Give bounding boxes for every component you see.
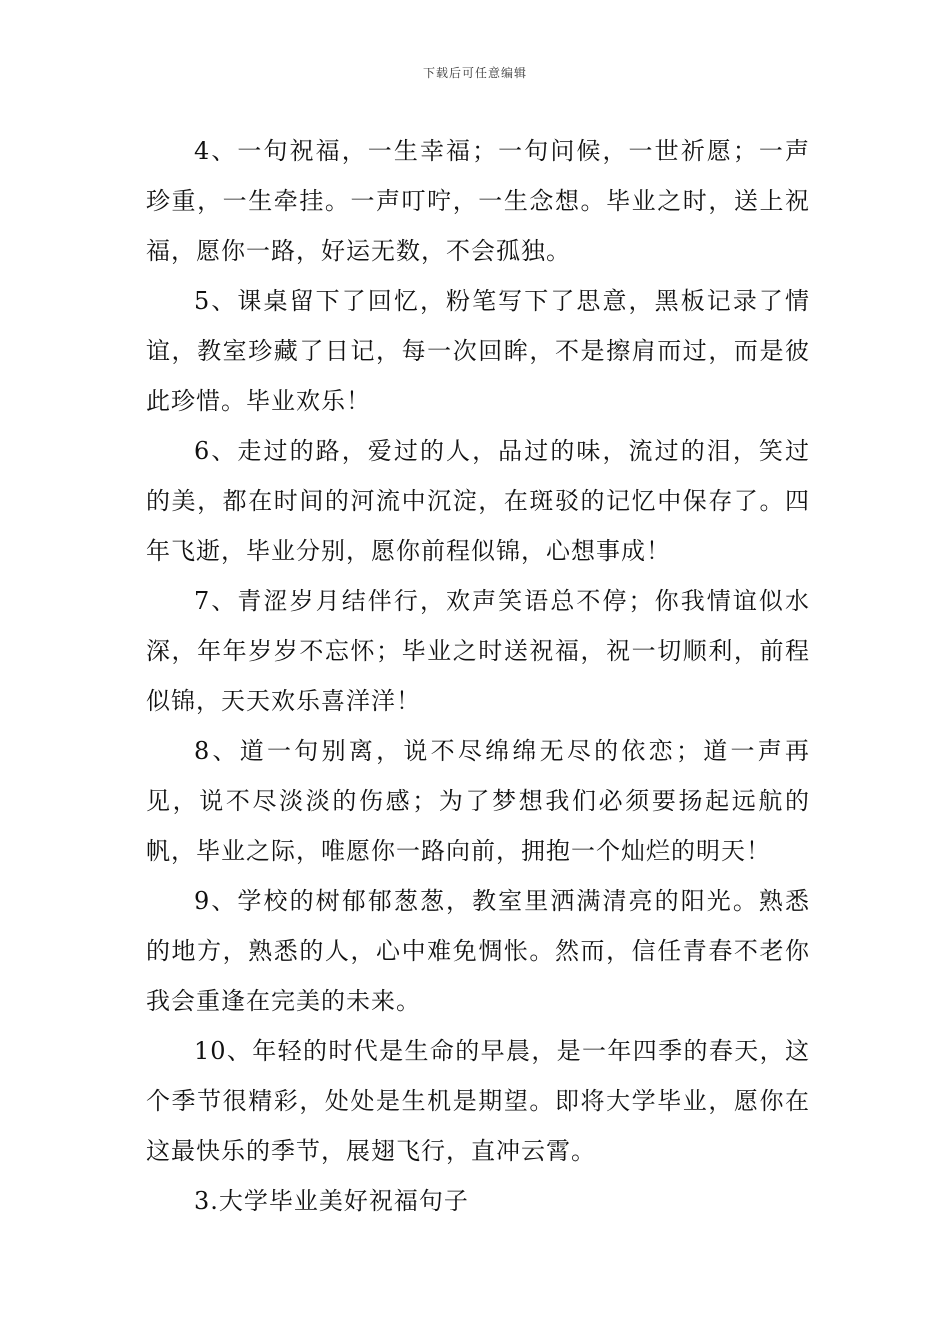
paragraph-9: 9、学校的树郁郁葱葱，教室里洒满清亮的阳光。熟悉的地方，熟悉的人，心中难免惆怅。然而，信任青春不老你我会重逢在完美的未来。 [146,887,810,1015]
header-note: 下载后可任意编辑 [422,66,527,80]
paragraph-6: 6、走过的路，爱过的人，品过的味，流过的泪，笑过的美，都在时间的河流中沉淀，在斑驳的记忆中保存了。四年飞逝，毕业分别，愿你前程似锦，心想事成！ [146,437,810,565]
section-heading: 3.大学毕业美好祝福句子 [194,1187,469,1215]
paragraph-7: 7、青涩岁月结伴行，欢声笑语总不停；你我情谊似水深，年年岁岁不忘怀；毕业之时送祝福，祝一切顺利，前程似锦，天天欢乐喜洋洋！ [146,587,810,715]
paragraph-5: 5、课桌留下了回忆，粉笔写下了思意，黑板记录了情谊，教室珍藏了日记，每一次回眸，不是擦肩而过，而是彼此珍惜。毕业欢乐！ [146,287,810,415]
paragraph-10: 10、年轻的时代是生命的早晨，是一年四季的春天，这个季节很精彩，处处是生机是期望。即将大学毕业，愿你在这最快乐的季节，展翅飞行，直冲云霄。 [146,1037,810,1165]
paragraph-8: 8、道一句别离，说不尽绵绵无尽的依恋；道一声再见，说不尽淡淡的伤感；为了梦想我们必须要扬起远航的帆，毕业之际，唯愿你一路向前，拥抱一个灿烂的明天！ [146,737,810,865]
document-body [146,126,810,1226]
paragraph-4: 4、一句祝福，一生幸福；一句问候，一世祈愿；一声珍重，一生牵挂。一声叮咛，一生念想。毕业之时，送上祝福，愿你一路，好运无数，不会孤独。 [146,137,810,265]
